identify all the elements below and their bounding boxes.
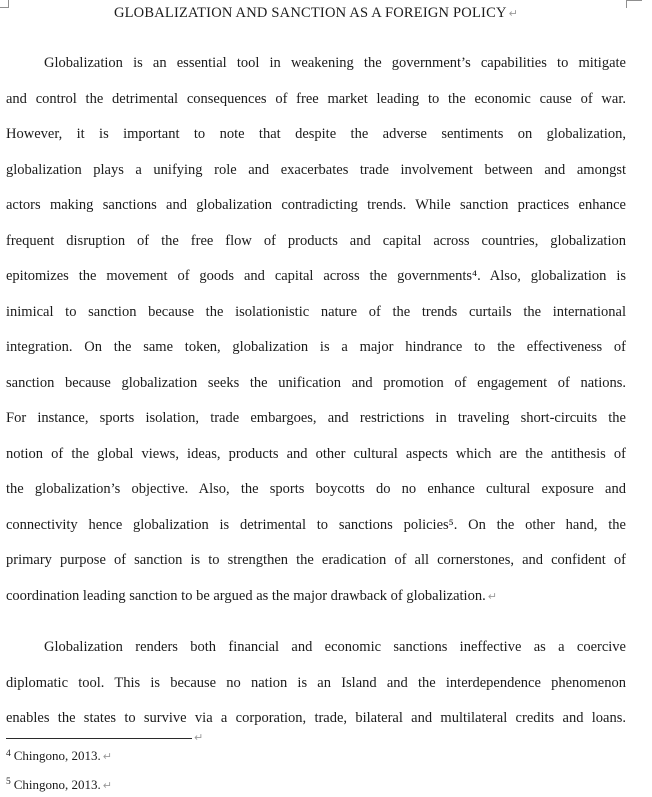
paragraph-mark: ↵: [487, 589, 497, 603]
text-line: notion of the global views, ideas, products and other cultural aspects which are the antithesis of: [6, 445, 626, 462]
text-line: globalization plays a unifying role and exacerbates trade involvement between and amongst: [6, 161, 626, 178]
text-line: frequent disruption of the free flow of products and capital across countries, globalization: [6, 232, 626, 249]
text-line: primary purpose of sanction is to strengthen the eradication of all cornerstones, and confident of: [6, 552, 626, 568]
footnote-5: [6, 772, 626, 797]
text-line: Globalization is an essential tool in weakening the government’s capabilities to mitigate: [44, 55, 626, 71]
text-line: the globalization’s objective. Also, the sports boycotts do no enhance cultural exposure and: [6, 481, 626, 497]
paragraph-mark: ↵: [102, 778, 113, 792]
footnote-text: Chingono, 2013.: [13, 748, 101, 763]
text-line: actors making sanctions and globalization contradicting trends. While sanction practices enhance: [6, 197, 626, 213]
paragraph-mark: ↵: [194, 731, 204, 744]
text-line: epitomizes the movement of goods and capital across the governments⁴. Also, globalization is: [6, 268, 626, 284]
text-line: Globalization renders both financial and economic sanctions ineffective as a coercive: [44, 639, 626, 655]
paragraph-mark: ↵: [508, 7, 519, 20]
text-line: [6, 579, 626, 615]
text-line-text: coordination leading sanction to be argued as the major drawback of globalization.: [6, 587, 486, 604]
text-line: connectivity hence globalization is detrimental to sanctions policies⁵. On the other hand, the: [6, 516, 626, 533]
footnote-4: [6, 743, 626, 772]
text-line: However, it is important to note that despite the adverse sentiments on globalization,: [6, 126, 626, 142]
footnote-area: [6, 731, 626, 797]
footnote-separator-row: [6, 731, 626, 743]
margin-crop-mark-top-right: [626, 0, 642, 8]
footnote-marker: 5: [6, 777, 11, 787]
text-line: enables the states to survive via a corporation, trade, bilateral and multilateral credits and loans.: [6, 710, 626, 726]
text-line: integration. On the same token, globalization is a major hindrance to the effectiveness of: [6, 339, 626, 355]
paragraph-2: [6, 630, 626, 737]
text-line: and control the detrimental consequences of free market leading to the economic cause of war.: [6, 90, 626, 107]
footnote-separator-line: [6, 738, 192, 739]
page-title-text: GLOBALIZATION AND SANCTION AS A FOREIGN POLICY: [113, 5, 507, 21]
text-line: diplomatic tool. This is because no nation is an Island and the interdependence phenomenon: [6, 674, 626, 691]
text-line: For instance, sports isolation, trade embargoes, and restrictions in traveling short-circuits the: [6, 410, 626, 426]
footnote-text: Chingono, 2013.: [13, 776, 101, 792]
document-body: [6, 46, 626, 737]
footnote-marker: 4: [6, 748, 11, 759]
page-title: [6, 3, 626, 24]
paragraph-1: [6, 46, 626, 614]
paragraph-mark: ↵: [102, 750, 113, 763]
text-line: sanction because globalization seeks the unification and promotion of engagement of nations.: [6, 374, 626, 391]
text-line: inimical to sanction because the isolationistic nature of the trends curtails the international: [6, 303, 626, 320]
